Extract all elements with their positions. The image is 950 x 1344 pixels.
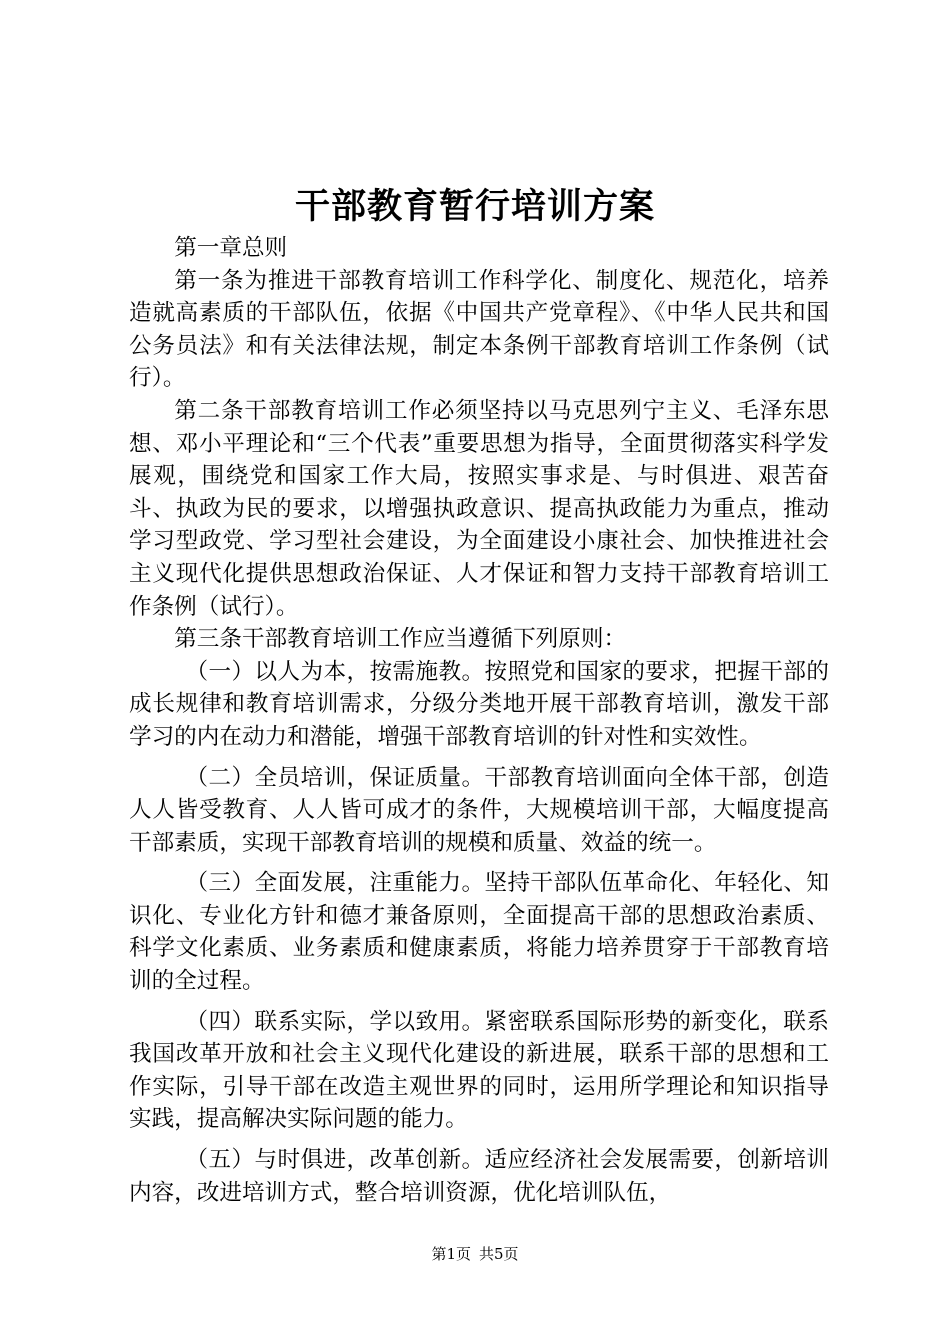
document-title: 干部教育暂行培训方案 [294,186,655,227]
document-body [129,232,829,1209]
principle-2-paragraph: （二）全员培训，保证质量。干部教育培训面向全体干部，创造人人皆受教育、人人皆可成才的条件，大规模培训干部，大幅度提高干部素质，实现干部教育培训的规模和质量、效益的统一。 [129,764,829,856]
chapter-heading: 第一章总则 [174,235,288,261]
page-footer [0,1244,950,1264]
article-2-paragraph: 第二条干部教育培训工作必须坚持以马克思列宁主义、毛泽东思想、邓小平理论和“三个代表”重要思想为指导，全面贯彻落实科学发展观，围绕党和国家工作大局，按照实事求是、与时俱进、艰苦奋斗、执政为民的要求，以增强执政意识、提高执政能力为重点，推动学习型政党、学习型社会建设，为全面建设小康社会、加快推进社会主义现代化提供思想政治保证、人才保证和智力支持干部教育培训工作条例（试行）。 [129,397,829,620]
page-number-current: 第1页 [431,1245,471,1263]
page-number-total: 共5页 [479,1245,519,1263]
principle-3-paragraph: （三）全面发展，注重能力。坚持干部队伍革命化、年轻化、知识化、专业化方针和德才兼备原则，全面提高干部的思想政治素质、科学文化素质、业务素质和健康素质，将能力培养贯穿于干部教育培训的全过程。 [129,870,829,995]
principle-5-paragraph: （五）与时俱进，改革创新。适应经济社会发展需要，创新培训内容，改进培训方式，整合培训资源，优化培训队伍， [129,1147,829,1206]
article-1-paragraph: 第一条为推进干部教育培训工作科学化、制度化、规范化，培养造就高素质的干部队伍，依据《中国共产党章程》、《中华人民共和国公务员法》和有关法律法规，制定本条例干部教育培训工作条例（试行）。 [129,267,829,392]
principle-4-paragraph: （四）联系实际，学以致用。紧密联系国际形势的新变化，联系我国改革开放和社会主义现代化建设的新进展，联系干部的思想和工作实际，引导干部在改造主观世界的同时，运用所学理论和知识指导实践，提高解决实际问题的能力。 [129,1008,829,1133]
principle-1-paragraph: （一）以人为本，按需施教。按照党和国家的要求，把握干部的成长规律和教育培训需求，分级分类地开展干部教育培训，激发干部学习的内在动力和潜能，增强干部教育培训的针对性和实效性。 [129,658,829,750]
article-3-paragraph: 第三条干部教育培训工作应当遵循下列原则： [174,626,627,653]
